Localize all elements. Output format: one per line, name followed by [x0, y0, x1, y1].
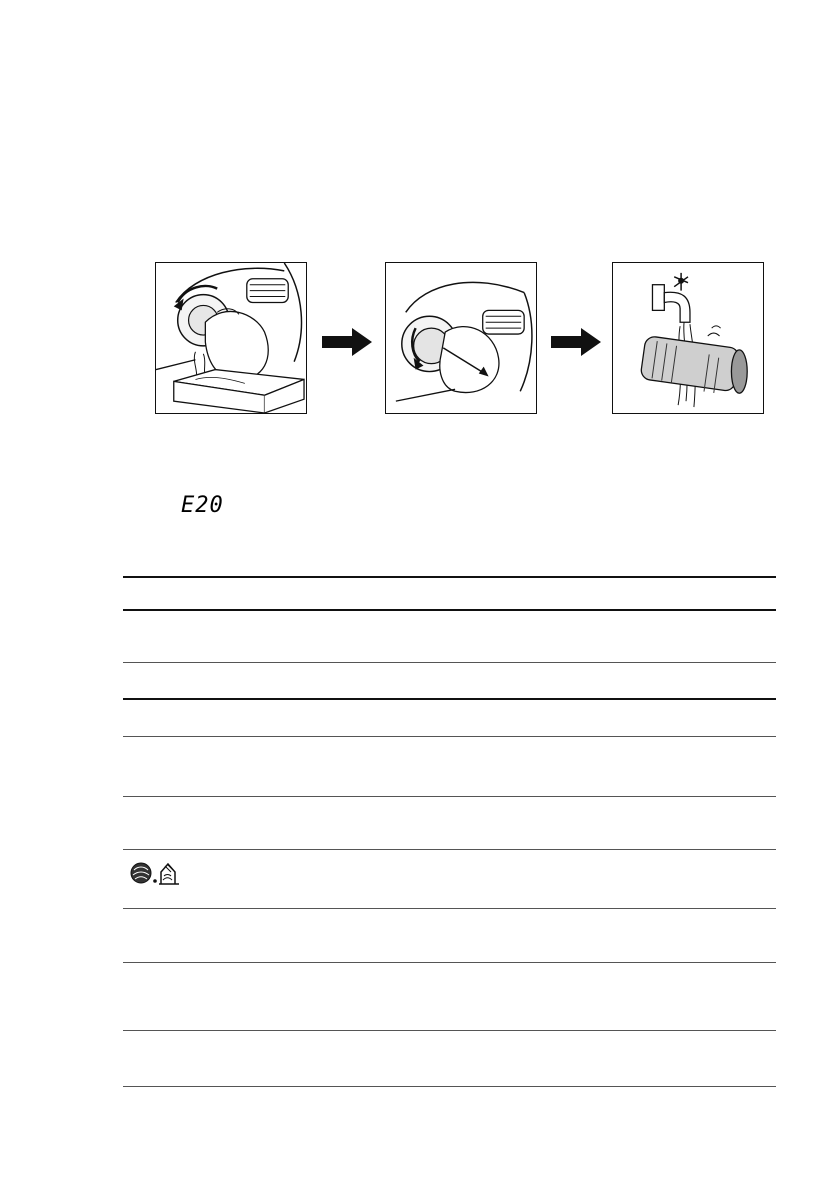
table-row: [123, 663, 776, 698]
table-row: [123, 963, 776, 1030]
illustration-filter-rinse: [612, 262, 764, 414]
filter-rinse-under-tap-icon: [613, 263, 763, 413]
error-code-display: E20: [181, 493, 224, 518]
table-row: [123, 797, 776, 849]
table-row: [123, 909, 776, 962]
table-row: [123, 1031, 776, 1086]
right-arrow-icon: [551, 328, 601, 356]
illustration-filter-remove: [385, 262, 537, 414]
table-header-row: [123, 576, 776, 609]
illustration-drain-emergency: [155, 262, 307, 414]
drain-pump-filter-open-icon: [156, 263, 306, 413]
drain-pump-filter-remove-icon: [386, 263, 536, 413]
table-row-wool: [123, 850, 776, 908]
table-bottom-rule: [123, 1086, 776, 1087]
right-arrow-icon: [322, 328, 372, 356]
wool-handwash-icon: [129, 858, 185, 886]
table-row: [123, 737, 776, 796]
table-row: [123, 611, 776, 662]
table-row: [123, 700, 776, 736]
